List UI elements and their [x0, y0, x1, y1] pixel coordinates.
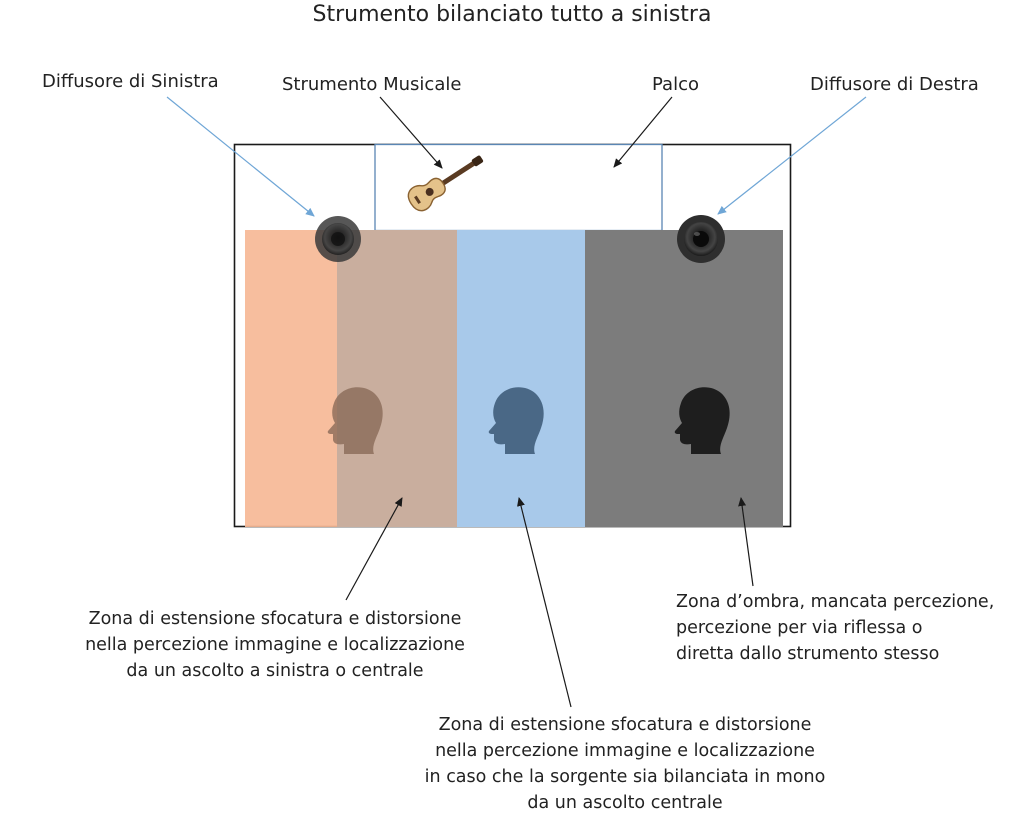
shadow-zone-line-1: Zona d’ombra, mancata percezione, — [676, 592, 995, 612]
center-zone-line-1: Zona di estensione sfocatura e distorsione — [438, 715, 812, 735]
left-speaker-label: Diffusore di Sinistra — [42, 71, 219, 92]
right-speaker-icon — [677, 215, 725, 263]
stage-label: Palco — [652, 74, 699, 95]
shadow-zone-line-3: diretta dallo strumento stesso — [676, 644, 940, 664]
left-zone-line-1: Zona di estensione sfocatura e distorsione — [88, 609, 462, 629]
zone-center-blue — [457, 230, 585, 527]
right-speaker-label: Diffusore di Destra — [810, 74, 979, 95]
center-zone-line-2: nella percezione immagine e localizzazione — [435, 741, 815, 761]
left-zone-line-2: nella percezione immagine e localizzazione — [85, 635, 465, 655]
center-zone-pointer — [519, 498, 571, 707]
instrument-label: Strumento Musicale — [282, 74, 462, 95]
center-zone-line-4: da un ascolto centrale — [527, 793, 723, 813]
zone-right-gray — [585, 230, 783, 527]
zone-left-tan — [337, 230, 457, 527]
left-zone-annotation — [60, 606, 490, 684]
zone-left-orange — [245, 230, 340, 527]
diagram-title: Strumento bilanciato tutto a sinistra — [312, 2, 712, 27]
left-speaker-icon — [315, 216, 361, 262]
center-zone-line-3: in caso che la sorgente sia bilanciata in mono — [424, 767, 826, 787]
center-zone-annotation — [400, 712, 850, 816]
shadow-zone-line-2: percezione per via riflessa o — [676, 618, 923, 638]
left-zone-line-3: da un ascolto a sinistra o centrale — [126, 661, 424, 681]
shadow-zone-annotation — [676, 589, 994, 667]
